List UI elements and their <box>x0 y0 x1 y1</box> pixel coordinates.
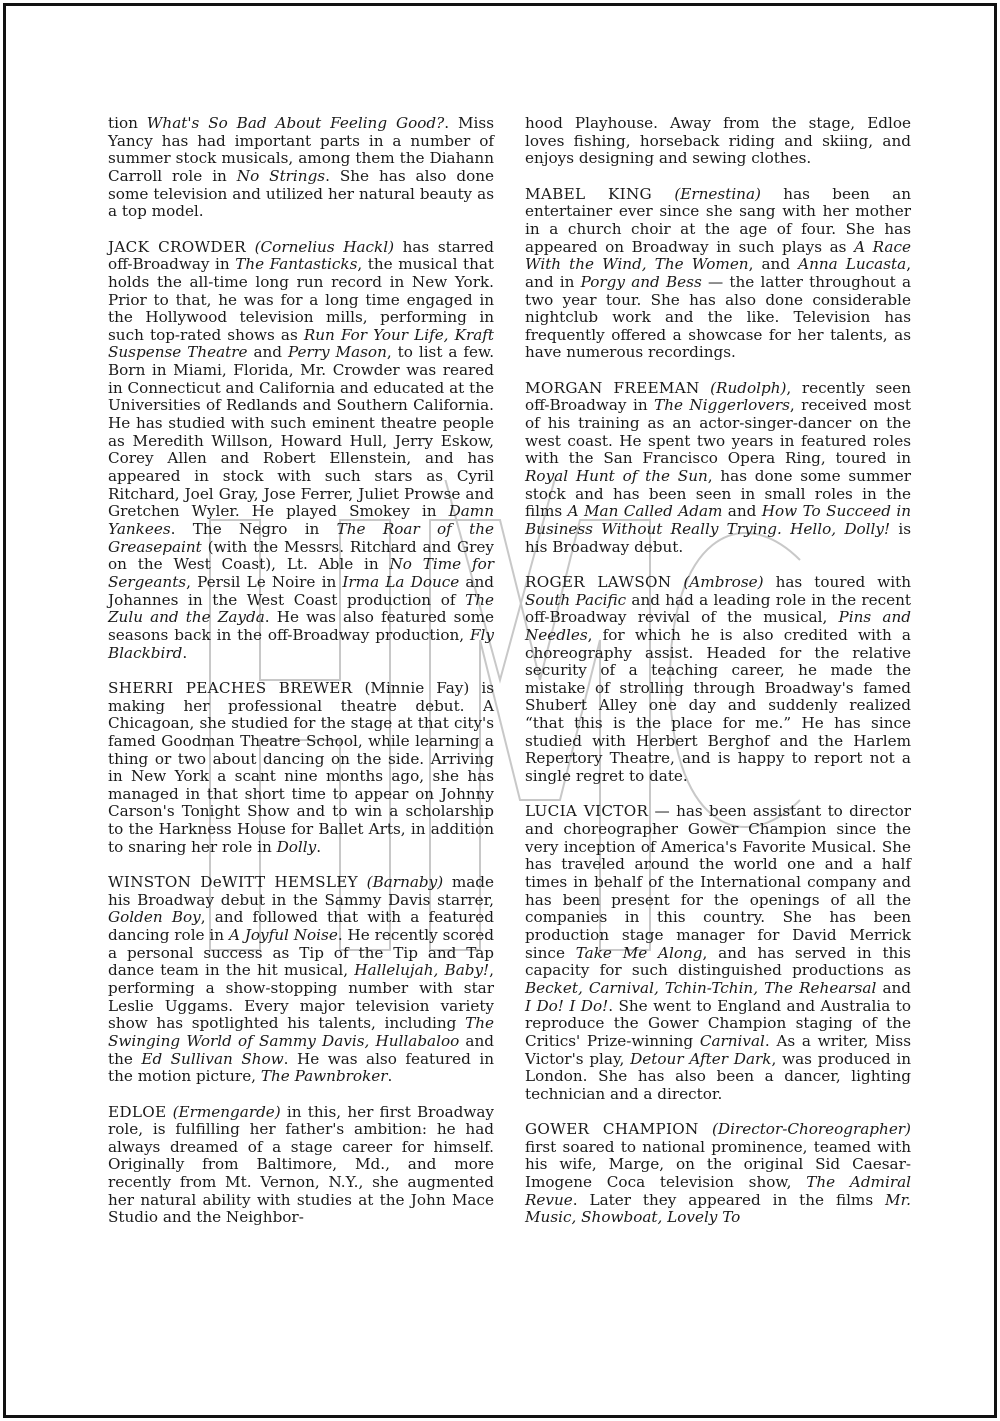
italic-title: The Roar of the Greasepaint <box>108 520 494 556</box>
italic-title: Becket, Carnival, Tchin-Tchin, The Rehearsal <box>525 978 877 997</box>
italic-title: Fly Blackbird <box>108 625 494 662</box>
bio-text <box>525 115 911 168</box>
performer-name: JACK CROWDER <box>108 237 247 256</box>
bio-text <box>108 1104 494 1228</box>
bio-segment: , has done some summer stock and has been seen in small roles in the films <box>525 467 911 521</box>
bio-segment: . He was also featured in the motion picture, <box>108 1049 495 1086</box>
performer-name: ROGER LAWSON <box>525 572 672 591</box>
character-role: (Ambrose) <box>683 572 764 591</box>
bio-segment: and <box>876 978 911 997</box>
italic-title: Hallelujah, Baby! <box>354 961 490 980</box>
italic-title: The Pawnbroker <box>260 1067 388 1086</box>
italic-title: Damn Yankees <box>108 502 494 539</box>
character-role: (Rudolph) <box>710 378 787 397</box>
character-role: (Minnie Fay) <box>364 678 470 697</box>
bio-segment: (with the Messrs. Ritchard and Grey on the West Coast), Lt. Able in <box>108 537 494 574</box>
italic-title: Detour After Dark <box>630 1049 772 1068</box>
italic-title: The Niggerlovers <box>654 396 790 415</box>
italic-title: How To Succeed in Business Without Really Trying. Hello, Dolly! <box>525 502 912 538</box>
bio-segment: , for which he is also credited with a choreography assist. Headed for the relative security of a teaching career, he made the mistake of strolling through Broadway's famed Shubert Alley one day and suddenly realized “that this is the place for me.” He has since studied with Herbert Berghof and the Harlem Repertory Theatre, and is happy to report not a single regret to date. <box>525 625 911 786</box>
bio-segment: . <box>316 837 322 856</box>
bio-segment: tion <box>108 114 147 132</box>
bio-text <box>525 186 911 363</box>
performer-name: EDLOE <box>108 1102 167 1121</box>
performer-name: WINSTON DeWITT HEMSLEY <box>108 873 358 892</box>
bio-segment: and the <box>108 1031 494 1068</box>
character-role: (Director-Choreographer) <box>711 1120 911 1139</box>
left-column <box>108 115 494 1245</box>
performer-name: MORGAN FREEMAN <box>525 378 700 397</box>
bio-segment: , and has served in this capacity for such distinguished productions as <box>525 943 911 980</box>
character-role: (Ermengarde) <box>172 1102 281 1121</box>
italic-title: A Man Called Adam <box>567 502 723 521</box>
italic-title: Ed Sullivan Show <box>141 1049 284 1068</box>
character-role: (Cornelius Hackl) <box>254 237 395 256</box>
bio-segment: has been an entertainer ever since she sang with her mother in a church choir at the age of four. She has appeared on Broadway in such plays as <box>525 184 911 256</box>
right-column <box>525 115 911 1245</box>
bio-segment: . He recently scored a personal success as Tip of the Tip and Tap dance team in the hit musical, <box>108 926 494 980</box>
bio-roger-lawson <box>525 574 911 786</box>
bio-segment: , and <box>748 255 799 274</box>
bio-segment: and Johannes in the West Coast production of <box>108 573 494 609</box>
bio-segment: is his Broadway debut. <box>525 519 911 556</box>
italic-title: No Time for Sergeants <box>108 555 494 591</box>
bio-segment: . <box>387 1067 393 1086</box>
bio-segment: . <box>182 643 188 662</box>
italic-title: I Do! I Do! <box>525 996 609 1015</box>
bio-segment: . Miss Yancy has had important parts in a number of summer stock musicals, among them the Diahann Carroll role in <box>108 114 494 185</box>
bio-segment: , to list a few. Born in Miami, Florida, Mr. Crowder was reared in Connecticut and California and educated at the Universities of Redlands and Southern California. He has studied with such eminent theatre people as Meredith Willson, Howard Hull, Jerry Eskow, Corey Allen and Robert Ellenstein, and has appeared in stock with such stars as Cyril Ritchard, Joel Gray, Jose Ferrer, Juliet Prowse and Gretchen Wyler. He played Smokey in <box>108 343 495 521</box>
italic-title: Carnival <box>699 1031 765 1050</box>
bio-segment: . She went to England and Australia to reproduce the Gower Champion staging of the Critics' Prize-winning <box>525 996 911 1050</box>
bio-mabel-king <box>525 186 911 363</box>
performer-name: GOWER CHAMPION <box>525 1120 699 1139</box>
bio-segment: . As a writer, Miss Victor's play, <box>525 1031 911 1068</box>
bio-segment: and <box>247 343 288 362</box>
bio-text <box>108 239 494 663</box>
bio-text <box>108 680 494 857</box>
bio-text <box>108 115 494 221</box>
italic-title: The Fantasticks <box>235 255 358 274</box>
bio-segment: in this, her first Broadway role, is fulfilling her father's ambition: he had always dreamed of a stage career for himself. Originally from Baltimore, Md., and more recently from Mt. Vernon, N.Y., she augmented her natural ability with studies at the John Mace Studio and the Neighbor- <box>108 1102 495 1227</box>
italic-title: The Zulu and the Zayda <box>108 590 494 627</box>
bio-segment: has starred off-Broadway in <box>108 237 494 274</box>
bio-segment: — has been assistant to director and choreographer Gower Champion since the very inception of America's Favorite Musical. She has traveled around the world one and a half times in behalf of the International company and has been present for the openings of all the companies in this country. She has been production stage manager for David Merrick since <box>525 802 911 962</box>
bio-text <box>525 1121 911 1227</box>
italic-title: Mr. Music, Showboat, Lovely To <box>525 1190 911 1227</box>
bio-text <box>525 574 911 786</box>
bio-segment: , Persil Le Noire in <box>186 573 343 591</box>
italic-title: Porgy and Bess <box>580 272 702 291</box>
italic-title: Dolly <box>276 837 317 856</box>
bio-segment: hood Playhouse. Away from the stage, Edloe loves fishing, horseback riding and skiing, and enjoys designing and sewing clothes. <box>525 114 911 168</box>
bio-segment: , received most of his training as an actor-singer-dancer on the west coast. He spent two years in featured roles with the San Francisco Opera Ring, toured in <box>525 396 911 468</box>
bio-text <box>525 380 911 557</box>
bio-sherri-brewer <box>108 680 494 857</box>
bio-gower-champion <box>525 1121 911 1227</box>
italic-title: Irma La Douce <box>342 573 460 591</box>
bio-segment: , was produced in London. She has also been a dancer, lighting technician and a director. <box>525 1049 911 1103</box>
italic-title: The Swinging World of Sammy Davis, Hullabaloo <box>108 1014 494 1050</box>
italic-title: Pins and Needles <box>525 608 911 644</box>
bio-segment: . Later they appeared in the films <box>572 1190 886 1209</box>
bio-segment: , and followed that with a featured dancing role in <box>108 908 494 944</box>
bio-text <box>108 874 494 1086</box>
performer-name: MABEL KING <box>525 184 652 203</box>
bio-segment: made his Broadway debut in the Sammy Davis starrer, <box>108 873 495 909</box>
italic-title: A Joyful Noise <box>228 926 338 944</box>
italic-title: Royal Hunt of the Sun <box>525 467 708 485</box>
bio-segment: has toured with <box>763 572 911 591</box>
bio-yancy-cont <box>108 115 494 221</box>
bio-text <box>525 803 911 1103</box>
italic-title: Run For Your Life, Kraft Suspense Theatre <box>108 325 494 362</box>
bio-morgan-freeman <box>525 380 911 557</box>
character-role: (Ernestina) <box>674 184 761 203</box>
bio-edloe <box>108 1104 494 1228</box>
bio-edloe-cont <box>525 115 911 168</box>
bio-segment: . He was also featured some seasons back in the off-Broadway production, <box>108 608 494 644</box>
performer-name: LUCIA VICTOR <box>525 802 649 821</box>
bio-segment: first soared to national prominence, teamed with his wife, Marge, on the original Sid Caesar-Imogene Coca television show, <box>525 1137 911 1192</box>
italic-title: No Strings <box>236 166 326 185</box>
bio-segment: , and in <box>525 255 912 291</box>
bio-segment: . The Negro in <box>170 520 337 539</box>
bio-winston-hemsley <box>108 874 494 1086</box>
italic-title: A Race With the Wind, The Women <box>525 237 911 274</box>
bio-segment: and had a leading role in the recent off-Broadway revival of the musical, <box>525 590 911 627</box>
italic-title: Perry Mason <box>287 343 387 362</box>
bio-segment: , the musical that holds the all-time long run record in New York. Prior to that, he was for a long time engaged in the Hollywood television mills, performing in such top-rated shows as <box>108 255 495 344</box>
bio-segment: — the latter throughout a two year tour. She has also done considerable nightclub work and the like. Television has frequently offered a showcase for her talents, as have numerous recordings. <box>525 272 911 362</box>
bio-segment: . She has also done some television and utilized her natural beauty as a top model. <box>108 166 494 221</box>
character-role: (Barnaby) <box>366 873 444 892</box>
italic-title: Take Me Along <box>575 943 703 962</box>
bio-lucia-victor <box>525 803 911 1103</box>
italic-title: South Pacific <box>525 590 627 609</box>
italic-title: Anna Lucasta <box>798 255 907 274</box>
bio-jack-crowder <box>108 239 494 663</box>
italic-title: Golden Boy <box>108 908 201 927</box>
bio-segment: , recently seen off-Broadway in <box>525 378 911 415</box>
bio-segment: and <box>722 502 762 521</box>
bio-segment: , performing a show-stopping number with star Leslie Uggams. Every major television variety show has spotlighted his talents, including <box>108 961 494 1033</box>
bio-segment: is making her professional theatre debut. A Chicagoan, she studied for the stage at that city's famed Goodman Theatre School, while learning a thing or two about dancing on the side. Arriving in New York a scant nine months ago, she has managed in that short time to appear on Johnny Carson's Tonight Show and to win a scholarship to the Harkness House for Ballet Arts, in addition to snaring her role in <box>108 678 494 856</box>
italic-title: The Admiral Revue <box>525 1173 911 1209</box>
performer-name: SHERRI PEACHES BREWER <box>108 678 353 697</box>
italic-title: What's So Bad About Feeling Good? <box>146 114 445 132</box>
